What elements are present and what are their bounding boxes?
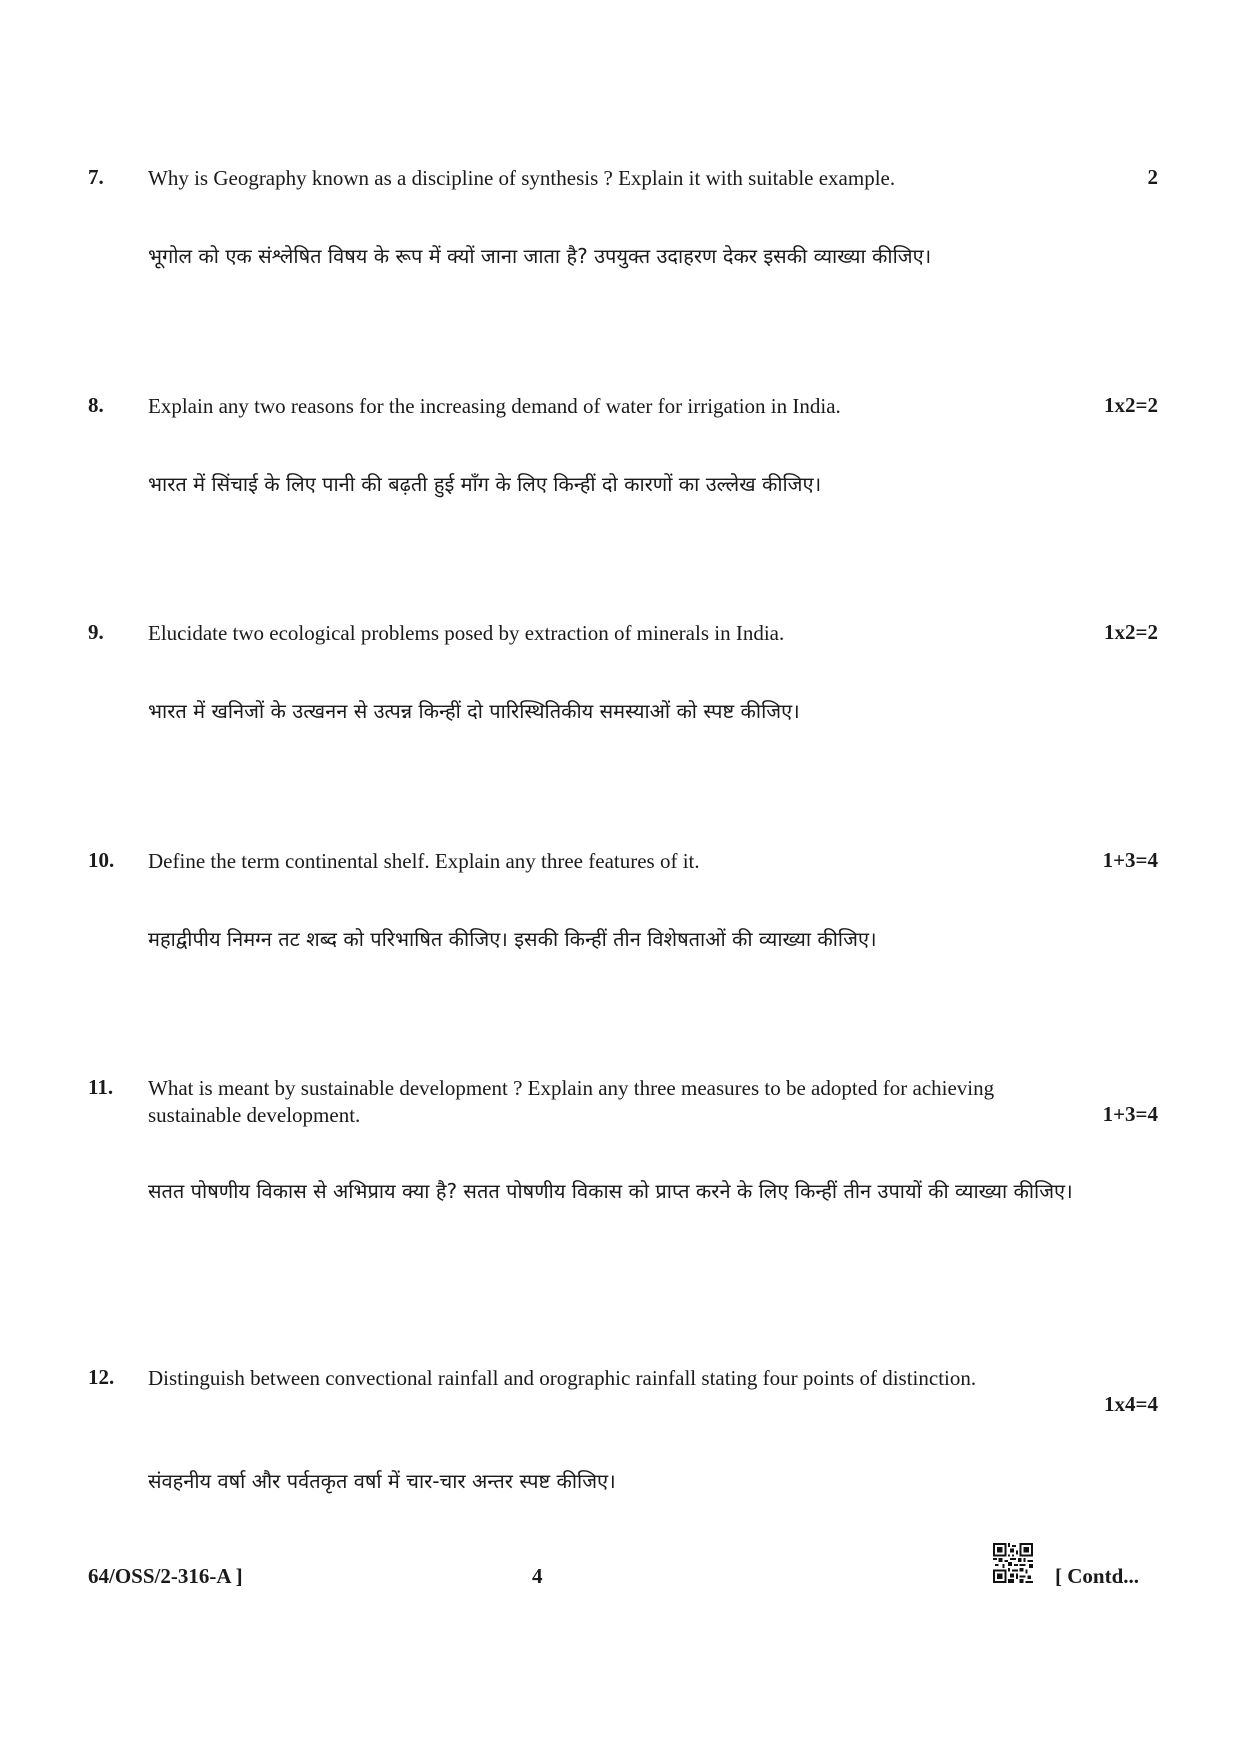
question-text-hindi: भारत में खनिजों के उत्खनन से उत्पन्न किन्हीं दो पारिस्थितिकीय समस्याओं को स्पष्ट कीजिए। <box>148 699 800 723</box>
question-marks: 1x2=2 <box>1104 620 1158 644</box>
question-marks: 1x2=2 <box>1104 393 1158 417</box>
question-text-hindi: भारत में सिंचाई के लिए पानी की बढ़ती हुई माँग के लिए किन्हीं दो कारणों का उल्लेख कीजिए। <box>148 472 822 496</box>
question-text-english: Elucidate two ecological problems posed by extraction of minerals in India. <box>148 621 785 645</box>
question-marks: 2 <box>1147 165 1158 189</box>
question-marks: 1+3=4 <box>1102 1102 1158 1126</box>
question-text-hindi: सतत पोषणीय विकास से अभिप्राय क्या है? सतत पोषणीय विकास को प्राप्त करने के लिए किन्हीं तीन उपायों की व्याख्या कीजिए। <box>148 1179 1073 1203</box>
paper-code: 64/OSS/2-316-A ] <box>88 1564 243 1588</box>
question-text-english: Define the term continental shelf. Explain any three features of it. <box>148 849 700 873</box>
question-text-english: Explain any two reasons for the increasing demand of water for irrigation in India. <box>148 394 841 418</box>
question-number: 11. <box>88 1075 114 1099</box>
question-text-hindi: संवहनीय वर्षा और पर्वतकृत वर्षा में चार-चार अन्तर स्पष्ट कीजिए। <box>148 1469 616 1493</box>
question-number: 10. <box>88 848 115 872</box>
question-marks: 1x4=4 <box>1104 1392 1158 1416</box>
question-text-hindi: महाद्वीपीय निमग्न तट शब्द को परिभाषित कीजिए। इसकी किन्हीं तीन विशेषताओं की व्याख्या कीजिए। <box>148 927 877 951</box>
question-text-english: Distinguish between convectional rainfall and orographic rainfall stating four points of distinction. <box>148 1366 977 1390</box>
question-text-english: Why is Geography known as a discipline of synthesis ? Explain it with suitable example. <box>148 166 896 190</box>
question-marks: 1+3=4 <box>1102 848 1158 872</box>
page-number: 4 <box>532 1564 543 1588</box>
question-number: 8. <box>88 393 104 417</box>
question-number: 12. <box>88 1365 115 1389</box>
question-number: 7. <box>88 165 104 189</box>
question-number: 9. <box>88 620 104 644</box>
question-text-hindi: भूगोल को एक संश्लेषित विषय के रूप में क्यों जाना जाता है? उपयुक्त उदाहरण देकर इसकी व्याख्या कीजिए। <box>148 244 932 268</box>
continued-label: [ Contd... <box>1055 1564 1140 1588</box>
question-text-english: What is meant by sustainable development ? Explain any three measures to be adopted for achieving sustainable development. <box>148 1076 995 1127</box>
qr-code-icon <box>993 1543 1033 1583</box>
